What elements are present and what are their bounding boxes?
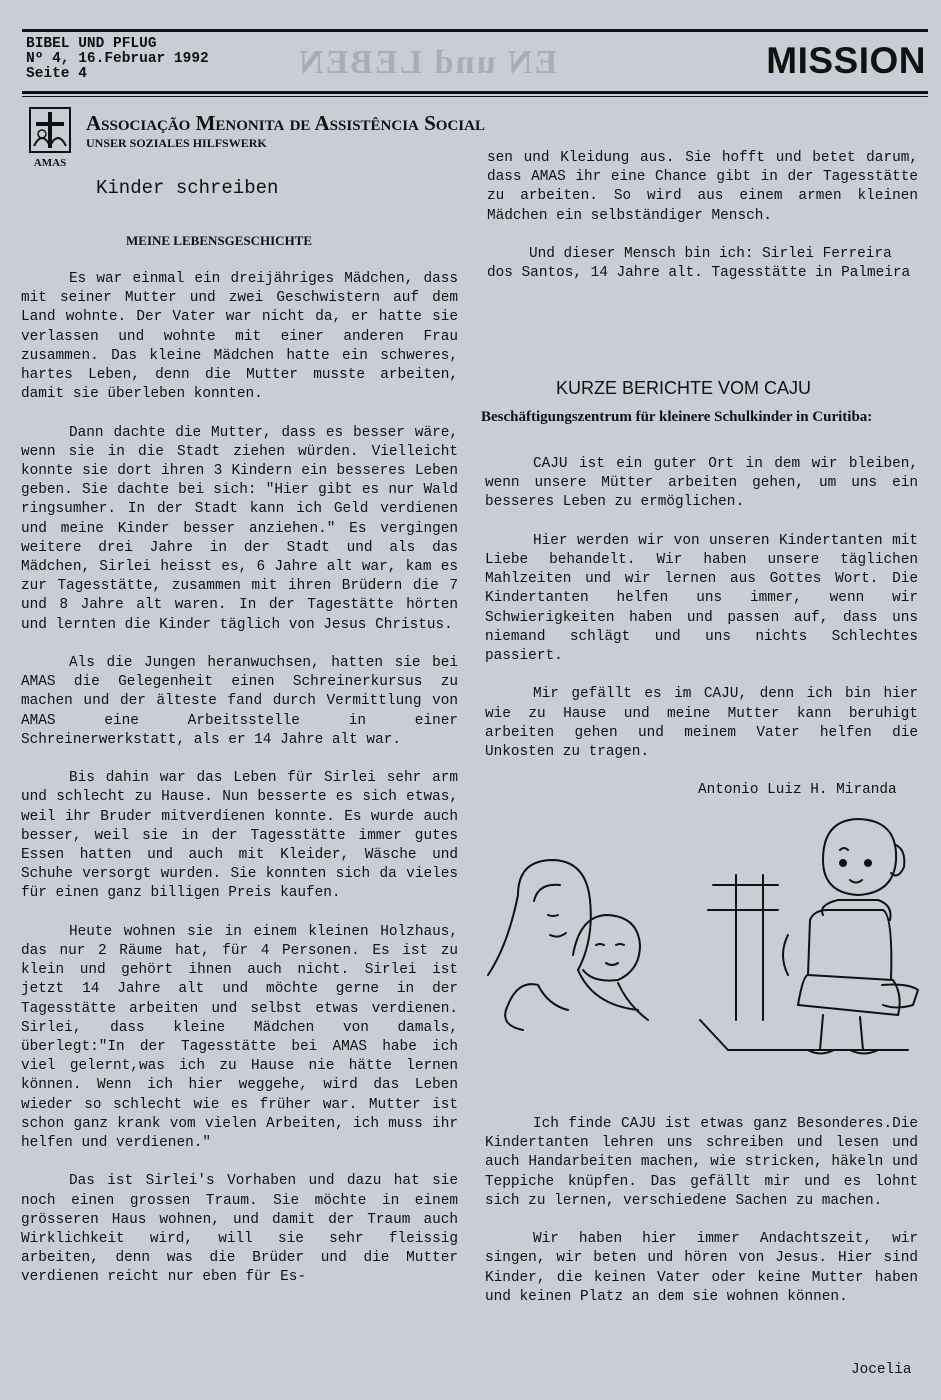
caju-column [485,455,918,781]
article-subtitle: MEINE LEBENSGESCHICHTE [126,233,313,248]
article-title: Kinder schreiben [96,177,279,199]
paragraph: Als die Jungen heranwuchsen, hatten sie bei AMAS die Gelegenheit einen Schreinerkursus zu machen und der älteste fand durch Vermittlung von AMAS eine Arbeitsstelle in einer Schreinerwerkstatt, als er 14 Jahre alt war. [21,655,458,748]
paragraph: Hier werden wir von unseren Kindertanten mit Liebe behandelt. Wir haben unsere täglichen Mahlzeiten und wir lernen aus Gottes Wort. Die Kindertanten helfen uns immer, wenn wir Schwierigkeiten haben und passen auf, dass uns niemand schlägt und uns nichts Schlechtes passiert. [485,532,918,665]
article-right-column [487,149,918,303]
org-name: Associação Menonita de Assistência Social [86,111,485,135]
paragraph: Ich finde CAJU ist etwas ganz Besonderes.Die Kindertanten lehren uns schreiben und lesen und auch Handarbeiten machen, wie stricken, häkeln und Teppiche knüpfen. Das gefällt mir und es lohnt sich zu lernen, verschiedene Sachen zu machen. [485,1116,918,1209]
author-signature: Antonio Luiz H. Miranda [698,782,897,798]
issue-date: Nº 4, 16.Februar 1992 [26,51,209,67]
paragraph: Wir haben hier immer Andachtszeit, wir singen, wir beten und hören von Jesus. Hier sind Kinder, die keinen Vater oder keine Mutter haben und keinen Platz an dem sie wohnen können. [485,1231,918,1305]
paragraph: Heute wohnen sie in einem kleinen Holzhaus, das nur 2 Räume hat, für 4 Personen. Es ist zu klein und gehört ihnen auch nicht. Sirlei ist jetzt 14 Jahre alt und möchte gerne in der Tagesstätte arbeiten und selbst etwas verdienen. Sirlei, dass kleine Mädchen von damals, überlegt:"In der Tagesstätte bei AMAS habe ich viel gelernt,was ich zu Hause nie hätte lernen können. Wenn ich hier weggehe, wird das Leben wieder so schlecht wie es früher war. Mutter ist schon ganz krank vom vielen Arbeiten, ich muss ihr helfen und verdienen." [21,923,458,1152]
publication-name: BIBEL UND PFLUG [26,36,157,52]
masthead-info [26,37,209,82]
section-title: MISSION [766,40,926,81]
masthead-rule [22,91,928,94]
org-subtitle: UNSER SOZIALES HILFSWERK [86,136,267,150]
paragraph: sen und Kleidung aus. Sie hofft und betet darum, dass AMAS ihr eine Chance gibt in der Tagesstätte zu arbeiten. So wird aus einem armen kleinen Mädchen ein selbständiger Mensch. [487,150,918,224]
paragraph: Und dieser Mensch bin ich: Sirlei Ferreira dos Santos, 14 Jahre alt. Tagesstätte in Palmeira [487,246,911,282]
page-number: Seite 4 [26,66,87,82]
caju-subtitle: Beschäftigungszentrum für kleinere Schulkinder in Curitiba: [481,409,873,425]
paragraph: Dann dachte die Mutter, dass es besser wäre, wenn sie in die Stadt ziehen würden. Vielleicht konnte sie dort ihren 3 Kindern ein besseres Leben geben. Sie dachte bei sich: "Hier gibt es nur Wald ringsumher. In der Stadt kann ich Geld verdienen und meine Kinder besser anziehen." Es vergingen weitere drei Jahre in der Stadt und als das Mädchen, Sirlei heisst es, 6 Jahre alt war, kam es zur Tagesstätte, zusammen mit ihren Brüdern die 7 und 8 Jahre alt waren. In der Tagestätte hörten und lernten die Kinder täglich von Jesus Christus. [21,424,458,633]
paragraph: Mir gefällt es im CAJU, denn ich bin hier wie zu Hause und meine Mutter kann beruhigt arbeiten gehen und meinem Vater helfen die Unkosten zu tragen. [485,686,918,761]
masthead-rule-thin [22,96,928,97]
bleed-through-heading: EN und LEBEN [297,44,558,81]
paragraph: Das ist Sirlei's Vorhaben und dazu hat sie noch einen grossen Traum. Sie möchte in einem grösseren Haus wohnen, und damit der Traum auch Wirklichkeit wird, will sie sehr fleissig arbeiten, denn was die Brüder und die Mutter verdienen reicht nur eben für Es- [21,1173,458,1286]
paragraph: Es war einmal ein dreijähriges Mädchen, dass mit seiner Mutter und zwei Geschwistern auf dem Land wohnte. Der Vater war nicht da, er hatte sie verlassen und wohnte mit einer anderen Frau zusammen. Das kleine Mädchen hatte ein schweres, hartes Leben, denn die Mutter musste arbeiten, damit sie überleben konnten. [21,271,458,403]
paragraph: CAJU ist ein guter Ort in dem wir bleiben, wenn unsere Mütter arbeiten gehen, um uns ein besseres Leben zu ermöglichen. [485,456,918,511]
logo-text: AMAS [33,157,67,169]
caju-column-2 [485,1115,918,1326]
children-illustration-icon [478,805,928,1067]
author-signature: Jocelia [851,1362,912,1378]
article-left-column [21,270,458,1307]
top-rule [22,29,928,32]
caju-title: KURZE BERICHTE VOM CAJU [556,378,812,398]
paragraph: Bis dahin war das Leben für Sirlei sehr arm und schlecht zu Hause. Nun besserte es sich etwas, weil ihr Bruder mitverdienen konnte. Es wurde auch besser, weil sie in der Tagesstätte immer gutes Essen hatten und auch mit Kleider, Wäsche und Schuhe versorgt wurden. Sie konnten sich da vieles für einen ganz billigen Preis kaufen. [21,770,458,902]
amas-logo-icon [28,106,72,170]
